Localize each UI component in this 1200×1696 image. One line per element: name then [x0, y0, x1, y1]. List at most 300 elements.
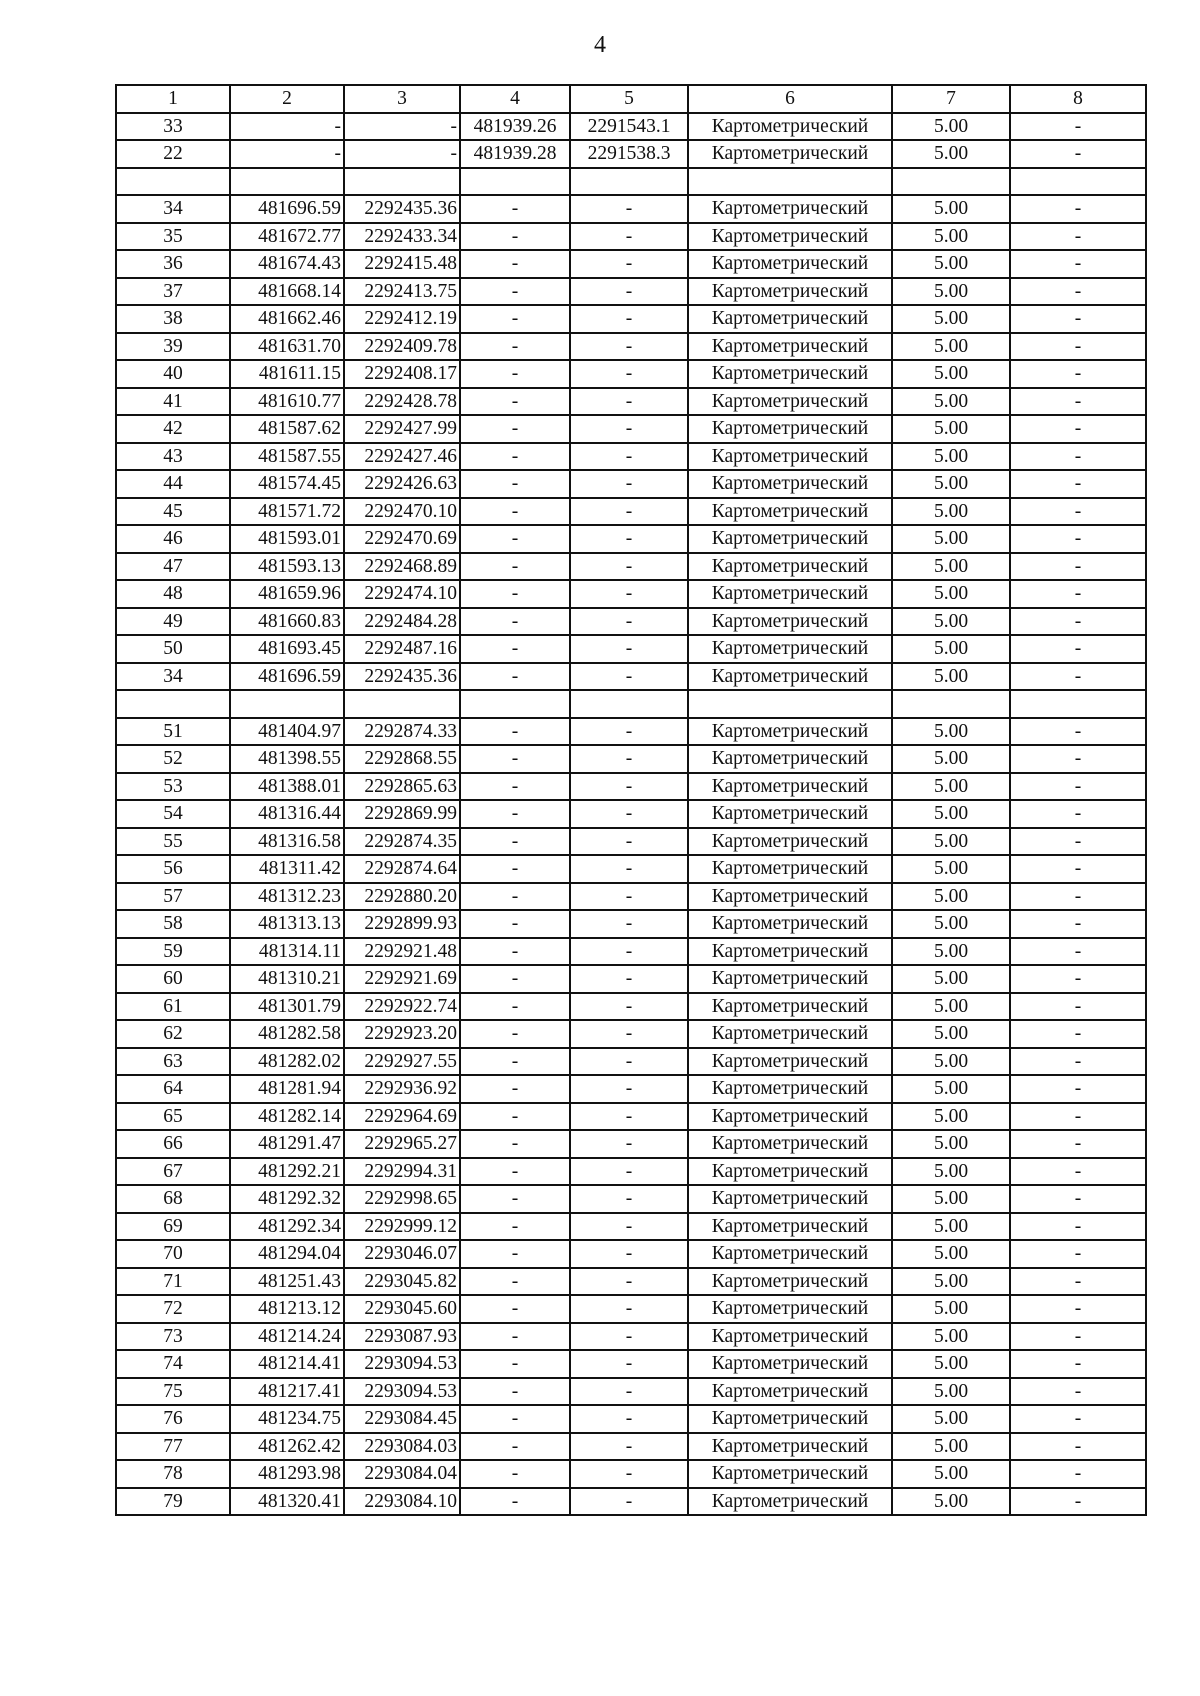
x-alt-cell: -	[460, 1405, 570, 1433]
point-number-cell: 42	[116, 415, 230, 443]
point-number-cell: 34	[116, 195, 230, 223]
note-cell: -	[1010, 278, 1146, 306]
y-alt-cell: -	[570, 1048, 688, 1076]
method-cell: Картометрический	[688, 745, 892, 773]
note-cell: -	[1010, 525, 1146, 553]
x-alt-cell: -	[460, 1433, 570, 1461]
x-cell: 481404.97	[230, 718, 344, 746]
y-cell: 2293045.60	[344, 1295, 460, 1323]
x-cell: 481668.14	[230, 278, 344, 306]
method-cell: Картометрический	[688, 663, 892, 691]
x-alt-cell: -	[460, 1185, 570, 1213]
x-cell: 481314.11	[230, 938, 344, 966]
accuracy-cell: 5.00	[892, 1268, 1010, 1296]
x-cell: 481292.32	[230, 1185, 344, 1213]
table-row	[116, 305, 1146, 333]
point-number-cell: 62	[116, 1020, 230, 1048]
table-row	[116, 1130, 1146, 1158]
y-alt-cell: -	[570, 1378, 688, 1406]
point-number-cell: 55	[116, 828, 230, 856]
x-cell: 481293.98	[230, 1460, 344, 1488]
note-cell: -	[1010, 910, 1146, 938]
note-cell: -	[1010, 498, 1146, 526]
x-cell: 481262.42	[230, 1433, 344, 1461]
note-cell: -	[1010, 1103, 1146, 1131]
note-cell: -	[1010, 305, 1146, 333]
x-alt-cell: -	[460, 1103, 570, 1131]
method-cell: Картометрический	[688, 553, 892, 581]
method-cell: Картометрический	[688, 1240, 892, 1268]
column-header: 1	[116, 85, 230, 113]
y-alt-cell: -	[570, 1460, 688, 1488]
x-cell: 481398.55	[230, 745, 344, 773]
y-cell: 2292426.63	[344, 470, 460, 498]
y-cell: 2292874.35	[344, 828, 460, 856]
x-cell: 481301.79	[230, 993, 344, 1021]
point-number-cell: 76	[116, 1405, 230, 1433]
accuracy-cell: 5.00	[892, 498, 1010, 526]
x-cell: 481316.58	[230, 828, 344, 856]
point-number-cell: 22	[116, 140, 230, 168]
x-alt-cell: -	[460, 333, 570, 361]
y-cell: 2292415.48	[344, 250, 460, 278]
table-row	[116, 1103, 1146, 1131]
x-alt-cell: -	[460, 1378, 570, 1406]
x-cell: 481662.46	[230, 305, 344, 333]
y-alt-cell: -	[570, 553, 688, 581]
table-row	[116, 1075, 1146, 1103]
method-cell: Картометрический	[688, 910, 892, 938]
note-cell: -	[1010, 223, 1146, 251]
x-cell: 481659.96	[230, 580, 344, 608]
method-cell: Картометрический	[688, 1350, 892, 1378]
y-cell: 2293046.07	[344, 1240, 460, 1268]
accuracy-cell: 5.00	[892, 773, 1010, 801]
y-cell: 2292413.75	[344, 278, 460, 306]
y-alt-cell: -	[570, 993, 688, 1021]
method-cell: Картометрический	[688, 1020, 892, 1048]
method-cell: Картометрический	[688, 580, 892, 608]
column-header: 6	[688, 85, 892, 113]
point-number-cell	[116, 168, 230, 196]
method-cell: Картометрический	[688, 1323, 892, 1351]
method-cell: Картометрический	[688, 278, 892, 306]
column-header: 5	[570, 85, 688, 113]
y-cell: 2292474.10	[344, 580, 460, 608]
accuracy-cell	[892, 690, 1010, 718]
x-alt-cell: -	[460, 663, 570, 691]
note-cell: -	[1010, 718, 1146, 746]
x-cell: 481610.77	[230, 388, 344, 416]
y-alt-cell: -	[570, 250, 688, 278]
y-alt-cell: -	[570, 718, 688, 746]
x-cell: 481214.41	[230, 1350, 344, 1378]
x-alt-cell: -	[460, 195, 570, 223]
method-cell: Картометрический	[688, 250, 892, 278]
note-cell: -	[1010, 333, 1146, 361]
x-cell: 481587.55	[230, 443, 344, 471]
point-number-cell: 54	[116, 800, 230, 828]
y-alt-cell: -	[570, 883, 688, 911]
y-cell: 2292927.55	[344, 1048, 460, 1076]
y-cell: 2292433.34	[344, 223, 460, 251]
method-cell: Картометрический	[688, 938, 892, 966]
note-cell: -	[1010, 1020, 1146, 1048]
point-number-cell: 78	[116, 1460, 230, 1488]
y-alt-cell: -	[570, 388, 688, 416]
y-alt-cell: -	[570, 1213, 688, 1241]
point-number-cell: 53	[116, 773, 230, 801]
table-row	[116, 113, 1146, 141]
table-row	[116, 800, 1146, 828]
y-alt-cell: -	[570, 223, 688, 251]
y-cell: 2292923.20	[344, 1020, 460, 1048]
method-cell: Картометрический	[688, 965, 892, 993]
y-alt-cell: -	[570, 443, 688, 471]
note-cell: -	[1010, 855, 1146, 883]
table-row	[116, 195, 1146, 223]
table-row	[116, 910, 1146, 938]
accuracy-cell: 5.00	[892, 1460, 1010, 1488]
point-number-cell: 67	[116, 1158, 230, 1186]
method-cell: Картометрический	[688, 718, 892, 746]
table-row	[116, 1213, 1146, 1241]
method-cell: Картометрический	[688, 635, 892, 663]
x-cell: 481282.58	[230, 1020, 344, 1048]
point-number-cell	[116, 690, 230, 718]
y-alt-cell: -	[570, 1158, 688, 1186]
method-cell: Картометрический	[688, 1213, 892, 1241]
accuracy-cell: 5.00	[892, 415, 1010, 443]
x-alt-cell: -	[460, 470, 570, 498]
x-alt-cell: -	[460, 938, 570, 966]
note-cell: -	[1010, 965, 1146, 993]
point-number-cell: 37	[116, 278, 230, 306]
x-cell: 481214.24	[230, 1323, 344, 1351]
note-cell: -	[1010, 1488, 1146, 1516]
table-row	[116, 773, 1146, 801]
x-cell: 481696.59	[230, 663, 344, 691]
note-cell: -	[1010, 1213, 1146, 1241]
point-number-cell: 58	[116, 910, 230, 938]
y-cell: 2292865.63	[344, 773, 460, 801]
column-header: 8	[1010, 85, 1146, 113]
table-row	[116, 1295, 1146, 1323]
note-cell: -	[1010, 1158, 1146, 1186]
y-cell: 2292965.27	[344, 1130, 460, 1158]
x-alt-cell	[460, 690, 570, 718]
point-number-cell: 50	[116, 635, 230, 663]
y-alt-cell: -	[570, 470, 688, 498]
table-row	[116, 360, 1146, 388]
y-alt-cell: -	[570, 1433, 688, 1461]
y-alt-cell: -	[570, 855, 688, 883]
y-alt-cell: -	[570, 525, 688, 553]
x-alt-cell: -	[460, 1323, 570, 1351]
y-cell	[344, 690, 460, 718]
table-row	[116, 525, 1146, 553]
x-alt-cell: -	[460, 800, 570, 828]
x-cell: 481611.15	[230, 360, 344, 388]
x-cell: 481217.41	[230, 1378, 344, 1406]
x-alt-cell: -	[460, 1460, 570, 1488]
method-cell: Картометрический	[688, 1185, 892, 1213]
table-row	[116, 828, 1146, 856]
note-cell: -	[1010, 360, 1146, 388]
point-number-cell: 60	[116, 965, 230, 993]
y-alt-cell: -	[570, 1268, 688, 1296]
accuracy-cell: 5.00	[892, 663, 1010, 691]
accuracy-cell: 5.00	[892, 1378, 1010, 1406]
y-alt-cell: -	[570, 1020, 688, 1048]
x-alt-cell: -	[460, 1075, 570, 1103]
y-alt-cell: 2291543.1	[570, 113, 688, 141]
note-cell: -	[1010, 1075, 1146, 1103]
table-row	[116, 470, 1146, 498]
x-cell: 481313.13	[230, 910, 344, 938]
method-cell: Картометрический	[688, 443, 892, 471]
note-cell: -	[1010, 388, 1146, 416]
x-cell: 481672.77	[230, 223, 344, 251]
y-alt-cell: -	[570, 828, 688, 856]
table-row	[116, 635, 1146, 663]
point-number-cell: 69	[116, 1213, 230, 1241]
y-cell: 2293094.53	[344, 1350, 460, 1378]
table-row	[116, 250, 1146, 278]
table-row	[116, 223, 1146, 251]
x-alt-cell: -	[460, 498, 570, 526]
x-cell: 481587.62	[230, 415, 344, 443]
accuracy-cell: 5.00	[892, 1295, 1010, 1323]
y-alt-cell: -	[570, 360, 688, 388]
x-cell: 481674.43	[230, 250, 344, 278]
x-cell: 481631.70	[230, 333, 344, 361]
method-cell: Картометрический	[688, 855, 892, 883]
point-number-cell: 47	[116, 553, 230, 581]
accuracy-cell: 5.00	[892, 938, 1010, 966]
note-cell: -	[1010, 800, 1146, 828]
y-alt-cell: -	[570, 1075, 688, 1103]
point-number-cell: 79	[116, 1488, 230, 1516]
method-cell: Картометрический	[688, 993, 892, 1021]
accuracy-cell: 5.00	[892, 1103, 1010, 1131]
y-alt-cell: -	[570, 1295, 688, 1323]
method-cell: Картометрический	[688, 1103, 892, 1131]
x-alt-cell: -	[460, 965, 570, 993]
table-row	[116, 1020, 1146, 1048]
accuracy-cell: 5.00	[892, 195, 1010, 223]
note-cell: -	[1010, 195, 1146, 223]
y-alt-cell: -	[570, 580, 688, 608]
method-cell: Картометрический	[688, 1268, 892, 1296]
table-row	[116, 690, 1146, 718]
x-cell: 481593.13	[230, 553, 344, 581]
y-alt-cell: -	[570, 1103, 688, 1131]
y-cell: 2292936.92	[344, 1075, 460, 1103]
method-cell: Картометрический	[688, 305, 892, 333]
table-row	[116, 745, 1146, 773]
accuracy-cell: 5.00	[892, 1405, 1010, 1433]
method-cell	[688, 168, 892, 196]
x-alt-cell: -	[460, 1350, 570, 1378]
point-number-cell: 44	[116, 470, 230, 498]
y-cell: 2292869.99	[344, 800, 460, 828]
point-number-cell: 72	[116, 1295, 230, 1323]
table-row	[116, 415, 1146, 443]
accuracy-cell: 5.00	[892, 718, 1010, 746]
accuracy-cell: 5.00	[892, 113, 1010, 141]
accuracy-cell: 5.00	[892, 993, 1010, 1021]
method-cell: Картометрический	[688, 360, 892, 388]
accuracy-cell: 5.00	[892, 1350, 1010, 1378]
x-cell: 481281.94	[230, 1075, 344, 1103]
accuracy-cell: 5.00	[892, 470, 1010, 498]
point-number-cell: 59	[116, 938, 230, 966]
method-cell: Картометрический	[688, 1405, 892, 1433]
accuracy-cell: 5.00	[892, 608, 1010, 636]
y-cell: 2292435.36	[344, 663, 460, 691]
y-cell: 2292922.74	[344, 993, 460, 1021]
accuracy-cell: 5.00	[892, 1488, 1010, 1516]
point-number-cell: 36	[116, 250, 230, 278]
point-number-cell: 35	[116, 223, 230, 251]
accuracy-cell: 5.00	[892, 333, 1010, 361]
y-cell: 2292435.36	[344, 195, 460, 223]
y-cell: 2292468.89	[344, 553, 460, 581]
point-number-cell: 45	[116, 498, 230, 526]
y-alt-cell: -	[570, 1350, 688, 1378]
note-cell: -	[1010, 1295, 1146, 1323]
point-number-cell: 74	[116, 1350, 230, 1378]
y-alt-cell: -	[570, 663, 688, 691]
y-alt-cell: -	[570, 195, 688, 223]
accuracy-cell: 5.00	[892, 360, 1010, 388]
x-alt-cell: -	[460, 883, 570, 911]
y-cell: 2292921.48	[344, 938, 460, 966]
x-alt-cell: -	[460, 635, 570, 663]
table-row	[116, 1378, 1146, 1406]
y-cell: 2292470.10	[344, 498, 460, 526]
accuracy-cell: 5.00	[892, 1185, 1010, 1213]
x-cell: 481571.72	[230, 498, 344, 526]
note-cell: -	[1010, 580, 1146, 608]
table-row	[116, 1323, 1146, 1351]
point-number-cell: 34	[116, 663, 230, 691]
table-row	[116, 1433, 1146, 1461]
y-alt-cell: -	[570, 910, 688, 938]
y-alt-cell: -	[570, 305, 688, 333]
method-cell: Картометрический	[688, 470, 892, 498]
y-cell: 2292874.33	[344, 718, 460, 746]
table-row	[116, 1240, 1146, 1268]
table-row	[116, 965, 1146, 993]
x-cell	[230, 690, 344, 718]
method-cell: Картометрический	[688, 1433, 892, 1461]
note-cell: -	[1010, 1185, 1146, 1213]
method-cell: Картометрический	[688, 525, 892, 553]
y-cell: 2292487.16	[344, 635, 460, 663]
accuracy-cell: 5.00	[892, 443, 1010, 471]
table-row	[116, 443, 1146, 471]
y-cell: 2292428.78	[344, 388, 460, 416]
method-cell: Картометрический	[688, 388, 892, 416]
x-alt-cell: -	[460, 993, 570, 1021]
x-alt-cell: -	[460, 855, 570, 883]
method-cell: Картометрический	[688, 140, 892, 168]
point-number-cell: 68	[116, 1185, 230, 1213]
x-cell: 481574.45	[230, 470, 344, 498]
note-cell	[1010, 690, 1146, 718]
x-alt-cell: -	[460, 580, 570, 608]
point-number-cell: 75	[116, 1378, 230, 1406]
column-header: 2	[230, 85, 344, 113]
y-cell: 2292868.55	[344, 745, 460, 773]
method-cell: Картометрический	[688, 1295, 892, 1323]
table-row	[116, 1405, 1146, 1433]
note-cell: -	[1010, 415, 1146, 443]
accuracy-cell: 5.00	[892, 1158, 1010, 1186]
note-cell: -	[1010, 553, 1146, 581]
x-alt-cell: -	[460, 305, 570, 333]
y-alt-cell: 2291538.3	[570, 140, 688, 168]
y-alt-cell: -	[570, 1240, 688, 1268]
note-cell: -	[1010, 745, 1146, 773]
x-cell: 481312.23	[230, 883, 344, 911]
point-number-cell: 56	[116, 855, 230, 883]
note-cell: -	[1010, 993, 1146, 1021]
y-cell: 2292427.99	[344, 415, 460, 443]
accuracy-cell: 5.00	[892, 965, 1010, 993]
method-cell: Картометрический	[688, 415, 892, 443]
note-cell: -	[1010, 828, 1146, 856]
y-alt-cell: -	[570, 608, 688, 636]
y-cell: 2292999.12	[344, 1213, 460, 1241]
note-cell: -	[1010, 1268, 1146, 1296]
coordinates-table	[115, 84, 1147, 1516]
point-number-cell: 77	[116, 1433, 230, 1461]
table-row	[116, 1460, 1146, 1488]
y-cell: 2293094.53	[344, 1378, 460, 1406]
x-alt-cell: -	[460, 1020, 570, 1048]
y-alt-cell: -	[570, 635, 688, 663]
method-cell: Картометрический	[688, 773, 892, 801]
x-cell: 481311.42	[230, 855, 344, 883]
table-row	[116, 938, 1146, 966]
point-number-cell: 33	[116, 113, 230, 141]
point-number-cell: 65	[116, 1103, 230, 1131]
x-alt-cell: -	[460, 1158, 570, 1186]
accuracy-cell: 5.00	[892, 910, 1010, 938]
y-cell: 2293084.10	[344, 1488, 460, 1516]
y-cell: 2292998.65	[344, 1185, 460, 1213]
point-number-cell: 70	[116, 1240, 230, 1268]
note-cell: -	[1010, 608, 1146, 636]
y-alt-cell	[570, 168, 688, 196]
y-cell: 2292470.69	[344, 525, 460, 553]
point-number-cell: 38	[116, 305, 230, 333]
x-cell: 481310.21	[230, 965, 344, 993]
table-row	[116, 498, 1146, 526]
accuracy-cell: 5.00	[892, 388, 1010, 416]
note-cell: -	[1010, 938, 1146, 966]
x-alt-cell: -	[460, 828, 570, 856]
method-cell: Картометрический	[688, 223, 892, 251]
y-cell: 2292880.20	[344, 883, 460, 911]
y-alt-cell: -	[570, 1488, 688, 1516]
accuracy-cell: 5.00	[892, 828, 1010, 856]
x-cell: -	[230, 140, 344, 168]
x-alt-cell: -	[460, 1268, 570, 1296]
